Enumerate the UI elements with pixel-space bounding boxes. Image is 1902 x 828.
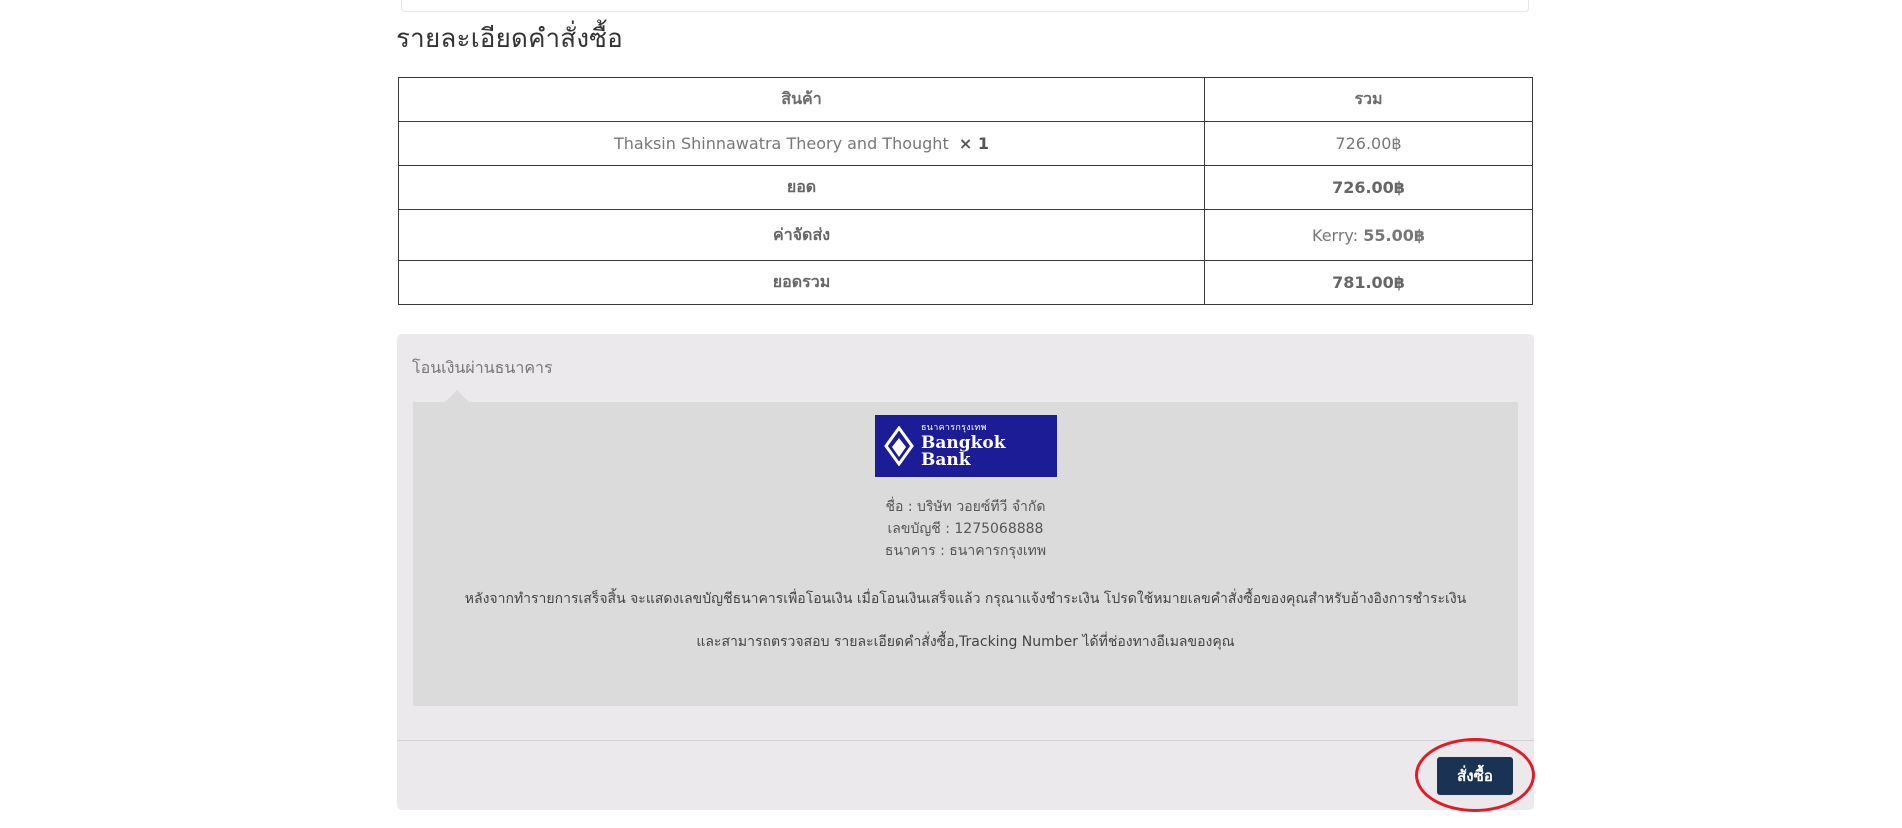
bank-logo-english: Bangkok Bank [921, 432, 1006, 470]
product-cell [399, 122, 1205, 166]
order-summary-table [398, 77, 1533, 305]
bank-logo-text [921, 424, 1049, 469]
grand-total-label: ยอดรวม [399, 261, 1205, 305]
shipping-method: Kerry: [1312, 225, 1359, 245]
section-divider [397, 740, 1534, 741]
account-number: เลขบัญชี : 1275068888 [887, 521, 1044, 537]
shipping-row [399, 210, 1533, 261]
lotus-icon [883, 426, 915, 466]
subtotal-row [399, 166, 1533, 210]
product-quantity: × 1 [958, 134, 989, 153]
previous-section-card [401, 0, 1529, 12]
payment-instruction-2: และสามารถตรวจสอบ รายละเอียดคำสั่งซื้อ,Tracking Number ได้ที่ช่องทางอีเมลของคุณ [696, 634, 1235, 650]
account-name: ชื่อ : บริษัท วอยซ์ทีวี จำกัด [885, 499, 1046, 515]
product-name: Thaksin Shinnawatra Theory and Thought [613, 134, 949, 153]
payment-instruction-1: หลังจากทำรายการเสร็จสิ้น จะแสดงเลขบัญชีธนาคารเพื่อโอนเงิน เมื่อโอนเงินเสร็จแล้ว กรุณาแจ้งชำระเงิน โปรดใช้หมายเลขคำสั่งซื้อของคุณสำหรับอ้างอิงการชำระเงิน [464, 591, 1467, 607]
shipping-value: 55.00฿ [1363, 225, 1425, 245]
product-total: 726.00฿ [1205, 122, 1533, 166]
shipping-cell [1205, 210, 1533, 261]
total-column-header: รวม [1205, 78, 1533, 122]
table-header-row [399, 78, 1533, 122]
payment-section [397, 334, 1534, 810]
table-row [399, 122, 1533, 166]
product-column-header: สินค้า [399, 78, 1205, 122]
subtotal-label: ยอด [399, 166, 1205, 210]
bank-logo-thai: ธนาคารกรุงเทพ [921, 422, 987, 433]
bank-account-info [413, 496, 1518, 562]
payment-method-bank-transfer[interactable]: โอนเงินผ่านธนาคาร [412, 358, 553, 377]
place-order-button[interactable]: สั่งซื้อ [1437, 757, 1513, 795]
shipping-label: ค่าจัดส่ง [399, 210, 1205, 261]
grand-total-row [399, 261, 1533, 305]
payment-details-box [413, 402, 1518, 706]
bank-name: ธนาคาร : ธนาคารกรุงเทพ [884, 543, 1047, 559]
grand-total-value: 781.00฿ [1205, 261, 1533, 305]
subtotal-value: 726.00฿ [1205, 166, 1533, 210]
bangkok-bank-logo [875, 415, 1057, 477]
order-details-title: รายละเอียดคำสั่งซื้อ [396, 24, 623, 54]
